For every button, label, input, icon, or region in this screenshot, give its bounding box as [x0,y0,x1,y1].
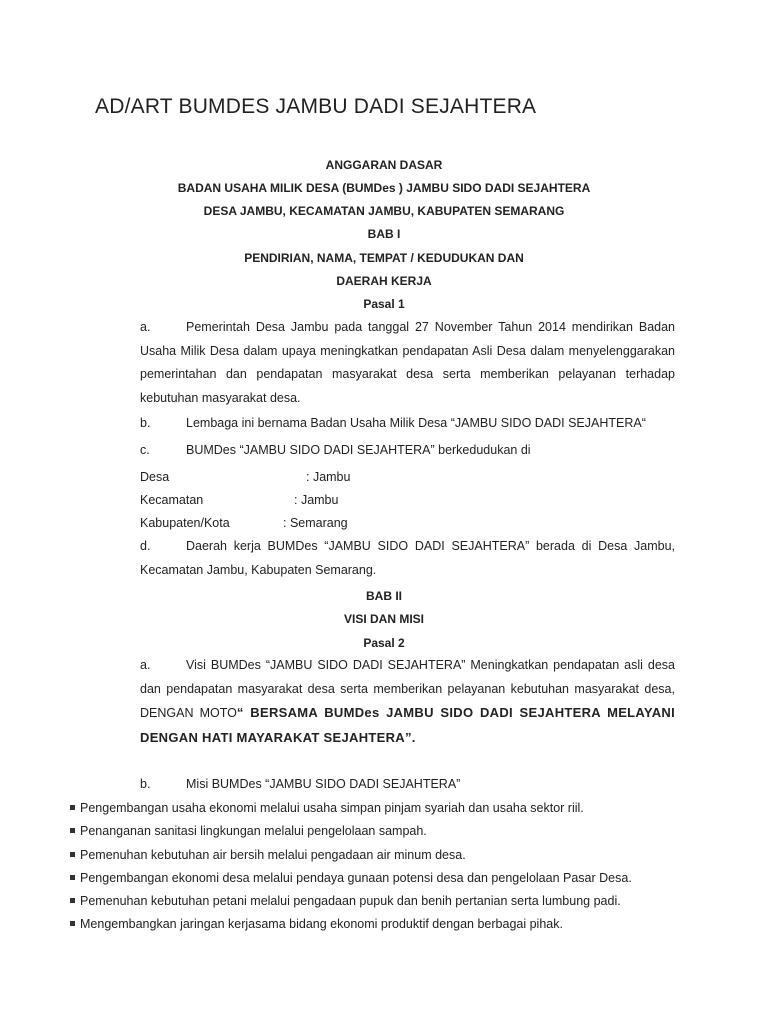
bullet-square-icon [70,852,75,857]
misi-list-item: Pengembangan ekonomi desa melalui pendaya gunaan potensi desa dan pengelolaan Pasar Desa. [70,871,632,894]
bab1-title: BAB I [367,227,401,241]
pasal1-item-a [140,316,675,410]
field-desa [140,470,351,484]
bab2-name: VISI DAN MISI [343,612,424,626]
pasal-2-heading: Pasal 2 [363,636,405,650]
pasal2-item-a [140,654,675,750]
heading-bumdes-name: BADAN USAHA MILIK DESA (BUMDes ) JAMBU SIDO DADI SEJAHTERA [177,181,591,195]
pasal1-item-d [140,535,675,582]
item-text: BUMDes “JAMBU SIDO DADI SEJAHTERA” berkedudukan di [186,443,531,457]
item-label: c. [140,443,150,457]
field-label: Kecamatan [140,493,204,507]
misi-list-item: Penanganan sanitasi lingkungan melalui pengelolaan sampah. [70,824,632,847]
pasal1-item-b [140,416,646,430]
misi-list [70,801,632,941]
pasal1-item-c [140,443,531,457]
bab1-name-line1: PENDIRIAN, NAMA, TEMPAT / KEDUDUKAN DAN [244,251,524,265]
misi-list-item: Pemenuhan kebutuhan petani melalui pengadaan pupuk dan benih pertanian serta lumbung padi. [70,894,632,917]
bullet-square-icon [70,898,75,903]
field-value: : Jambu [294,493,339,507]
bullet-square-icon [70,828,75,833]
misi-list-item: Mengembangkan jaringan kerjasama bidang ekonomi produktif dengan berbagai pihak. [70,917,632,940]
field-kabupaten [140,516,348,530]
bullet-square-icon [70,921,75,926]
item-label: d. [140,539,151,553]
item-label: b. [140,416,151,430]
item-text: Lembaga ini bernama Badan Usaha Milik Desa “JAMBU SIDO DADI SEJAHTERA“ [186,416,646,430]
item-text: Misi BUMDes “JAMBU SIDO DADI SEJAHTERA” [186,777,461,791]
misi-list-item: Pemenuhan kebutuhan air bersih melalui pengadaan air minum desa. [70,848,632,871]
misi-list-item: Pengembangan usaha ekonomi melalui usaha simpan pinjam syariah dan usaha sektor riil. [70,801,632,824]
bab1-name-line2: DAERAH KERJA [336,274,432,288]
item-text: Daerah kerja BUMDes “JAMBU SIDO DADI SEJAHTERA” berada di Desa Jambu, Kecamatan Jambu, Kabupaten Semarang. [140,539,675,577]
heading-anggaran-dasar: ANGGARAN DASAR [325,158,443,172]
item-label: a. [140,658,151,672]
item-label: b. [140,777,151,791]
pasal2-item-b [140,777,460,791]
moto-text: “ BERSAMA BUMDes JAMBU SIDO DADI SEJAHTERA MELAYANI DENGAN HATI MAYARAKAT SEJAHTERA”. [140,705,675,745]
bab2-title: BAB II [366,589,402,603]
item-text: Pemerintah Desa Jambu pada tanggal 27 November Tahun 2014 mendirikan Badan Usaha Milik Desa dalam upaya meningkatkan pendapatan Asli Desa dalam menyelenggarakan pemerintahan dan pendapatan masyarakat desa serta memberikan pelayanan terhadap kebutuhan masyarakat desa. [140,320,675,405]
bullet-square-icon [70,805,75,810]
field-kecamatan [140,493,339,507]
field-value: : Jambu [306,470,351,484]
field-label: Desa [140,470,170,484]
document-title: AD/ART BUMDES JAMBU DADI SEJAHTERA [95,95,537,118]
item-text: Visi BUMDes “JAMBU SIDO DADI SEJAHTERA” Meningkatkan pendapatan asli desa dan pendapatan masyarakat desa serta memberikan pelayanan kebutuhan masyarakat desa, DENGAN MOTO [140,658,675,720]
heading-location: DESA JAMBU, KECAMATAN JAMBU, KABUPATEN SEMARANG [203,204,565,218]
item-label: a. [140,320,151,334]
pasal-1-heading: Pasal 1 [363,297,405,311]
field-label: Kabupaten/Kota [140,516,230,530]
bullet-square-icon [70,875,75,880]
field-value: : Semarang [283,516,348,530]
